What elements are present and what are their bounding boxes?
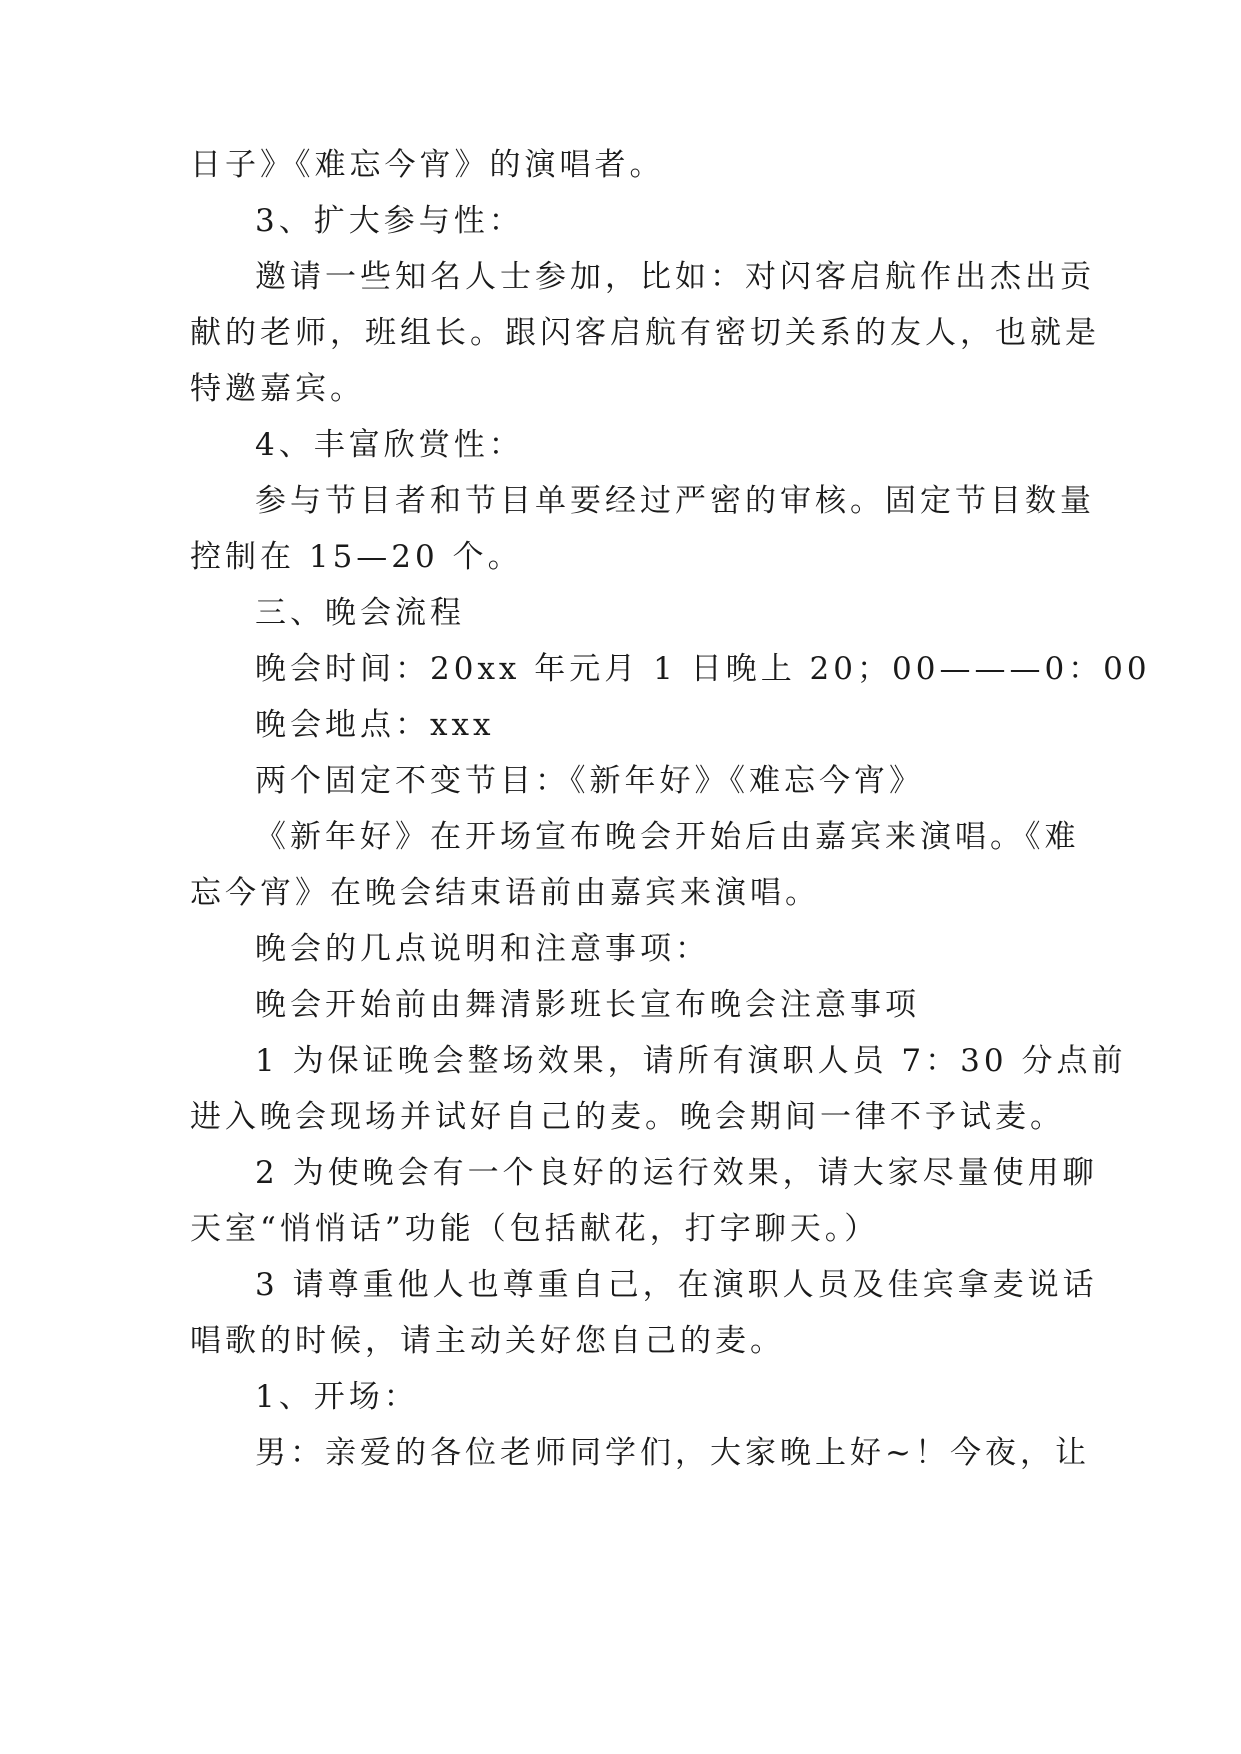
text-line: 邀请一些知名人士参加，比如：对闪客启航作出杰出贡 [255, 259, 1095, 295]
text-line: 2 为使晚会有一个良好的运行效果，请大家尽量使用聊 [255, 1155, 1098, 1191]
text-line: 唱歌的时候，请主动关好您自己的麦。 [190, 1323, 785, 1359]
text-line: 晚会的几点说明和注意事项： [255, 931, 710, 967]
text-line: 参与节目者和节目单要经过严密的审核。固定节目数量 [255, 483, 1095, 519]
text-line: 男：亲爱的各位老师同学们，大家晚上好~！今夜，让 [255, 1435, 1090, 1471]
text-line: 3 请尊重他人也尊重自己，在演职人员及佳宾拿麦说话 [255, 1267, 1098, 1303]
text-line: 晚会开始前由舞清影班长宣布晚会注意事项 [255, 987, 920, 1023]
text-line: 晚会地点：xxx [255, 707, 495, 743]
section-heading: 4、丰富欣赏性： [255, 427, 524, 463]
text-line: 特邀嘉宾。 [190, 371, 365, 407]
text-line: 1 为保证晚会整场效果，请所有演职人员 7：30 分点前 [255, 1043, 1127, 1079]
section-heading: 1、开场： [255, 1379, 419, 1415]
text-line: 进入晚会现场并试好自己的麦。晚会期间一律不予试麦。 [190, 1099, 1065, 1135]
text-line: 天室“悄悄话”功能（包括献花，打字聊天。） [190, 1211, 880, 1247]
text-line: 两个固定不变节目：《新年好》《难忘今宵》 [255, 763, 924, 799]
section-heading: 3、扩大参与性： [255, 203, 524, 239]
section-heading: 三、晚会流程 [255, 595, 465, 631]
text-line: 《新年好》在开场宣布晚会开始后由嘉宾来演唱。《难 [255, 819, 1080, 855]
text-line: 晚会时间：20xx 年元月 1 日晚上 20；00———0：00 [255, 651, 1151, 687]
text-line: 忘今宵》在晚会结束语前由嘉宾来演唱。 [190, 875, 820, 911]
text-line: 日子》《难忘今宵》的演唱者。 [190, 147, 665, 183]
text-line: 控制在 15—20 个。 [190, 539, 523, 575]
text-line: 献的老师，班组长。跟闪客启航有密切关系的友人，也就是 [190, 315, 1100, 351]
